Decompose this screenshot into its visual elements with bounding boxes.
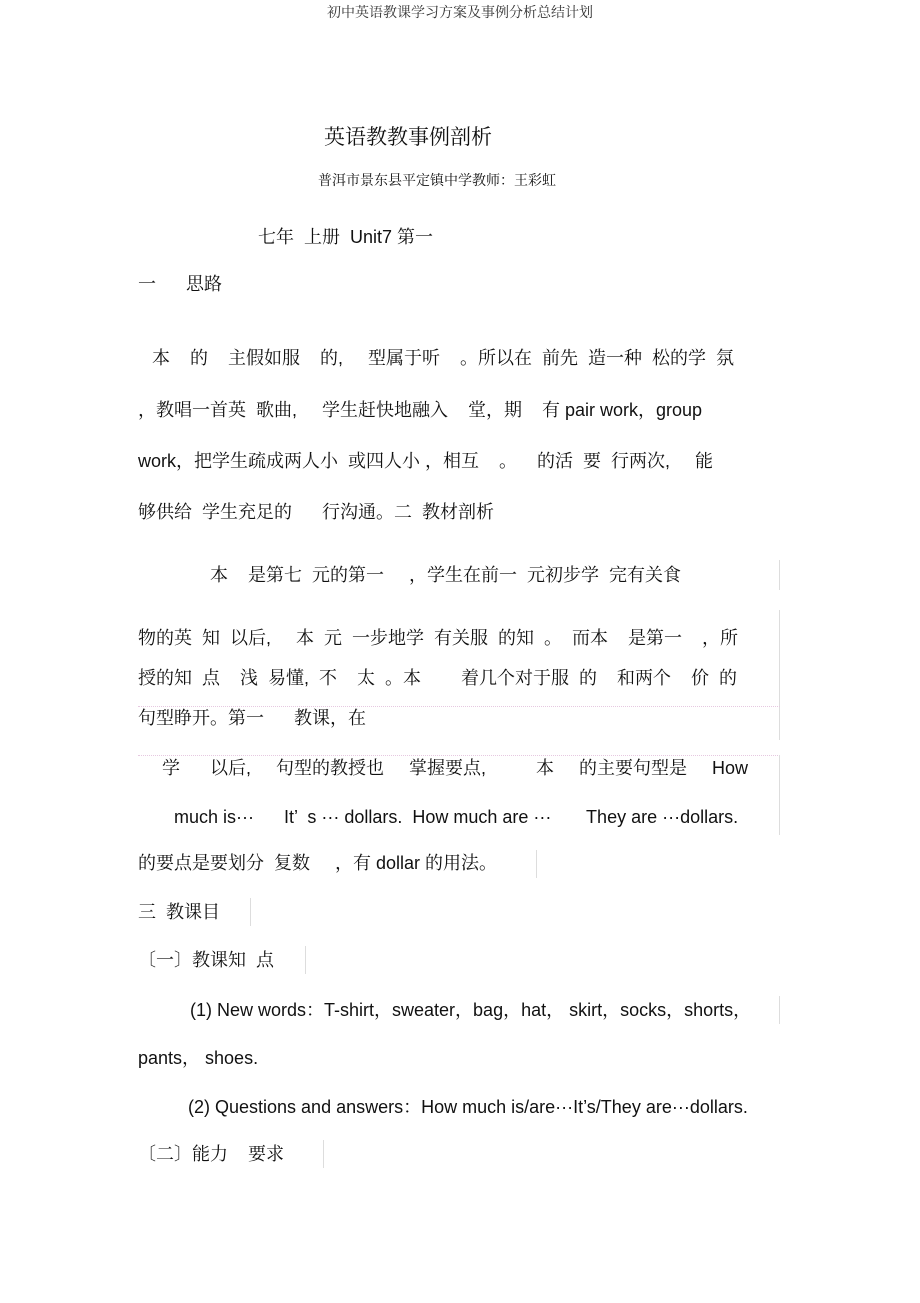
subsection-heading-1: 〔一〕教课知 点 [138,950,275,970]
paragraph-line: much is··· It’ s ··· dollars. How much are ··· They are ···dollars. [174,807,739,827]
section-heading-3: 三 教课目 [138,902,221,922]
divider [250,898,251,926]
paragraph-line: 授的知 点 浅 易懂, 不 太 。本 着几个对于服 的 和两个 价 的 [138,668,738,688]
author-line: 普洱市景东县平定镇中学教师：王彩虹 [318,173,556,189]
divider [305,946,306,974]
new-words-line: pants， shoes. [138,1048,259,1068]
lesson-subtitle: 七年 上册 Unit7 第一 [258,227,434,247]
section-heading-1: 一 思路 [138,274,223,294]
page-header: 初中英语教课学习方案及事例分析总结计划 [327,5,593,21]
divider [138,706,780,708]
paragraph-line: work，把学生疏成两人小 或四人小 ，相互 。 的活 要 行两次, 能 [138,451,714,471]
divider [138,755,780,757]
divider [779,610,780,740]
divider [536,850,537,878]
paragraph-line: 的要点是要划分 复数 ，有 dollar 的用法。 [138,853,498,873]
new-words-line: (1) New words：T-shirt，sweater，bag，hat， skirt，socks，shorts， [190,1000,752,1020]
divider [779,755,780,835]
divider [779,560,780,590]
paragraph-line: ，教唱一首英 歌曲, 学生赶快地融入 堂，期 有 pair work，group [138,400,703,420]
paragraph-line: 够供给 学生充足的 行沟通。二 教材剖析 [138,502,495,522]
subsection-heading-2: 〔二〕能力 要求 [138,1144,285,1164]
paragraph-line: 本 的 主假如服 的, 型属于听 。所以在 前先 造一种 松的学 氛 [152,348,735,368]
paragraph-line: 本 是第七 元的第一 ，学生在前一 元初步学 完有关食 [210,565,682,585]
questions-line: (2) Questions and answers：How much is/are···It’s/They are···dollars. [188,1097,748,1117]
paragraph-line: 学 以后, 句型的教授也 掌握要点, 本 的主要句型是 How [162,758,749,778]
divider [779,996,780,1024]
document-title: 英语教教事例剖析 [324,125,492,149]
paragraph-line: 句型睁开。第一 教课，在 [138,708,367,728]
divider [323,1140,324,1168]
paragraph-line: 物的英 知 以后, 本 元 一步地学 有关服 的知 。 而本 是第一 ，所 [138,628,739,648]
